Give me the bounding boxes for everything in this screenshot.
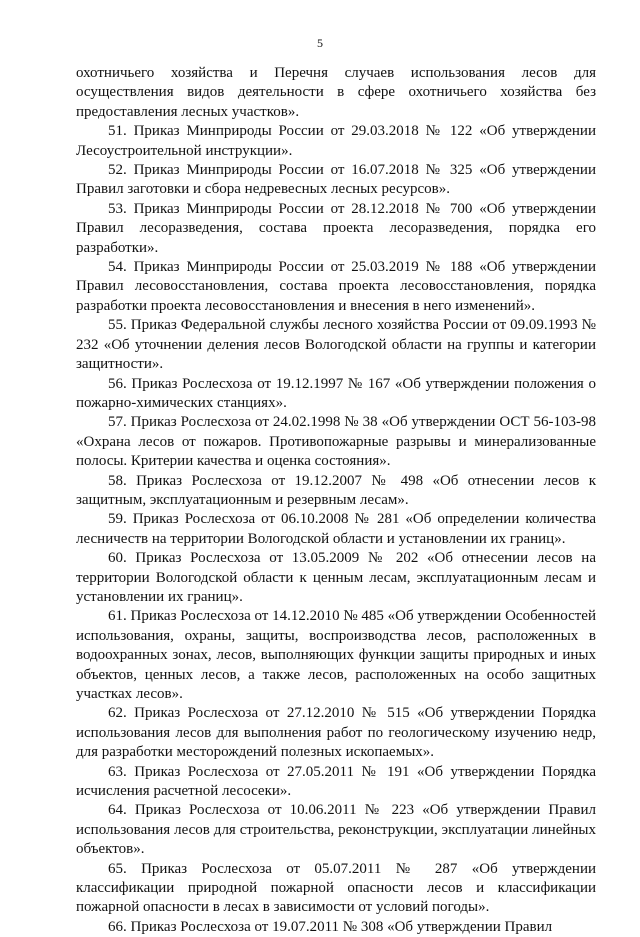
list-item-57: 57. Приказ Рослесхоза от 24.02.1998 № 38 «Об утверждении ОСТ 56-103-98 «Охрана лесов от пожаров. Противопожарные разрывы и минерализованные полосы. Критерии качества и оценка состояния».: [76, 414, 596, 470]
page-number: 5: [317, 36, 323, 50]
list-item-53: 53. Приказ Минприроды России от 28.12.2018 № 700 «Об утверждении Правил лесоразведения, состава проекта лесоразведения, порядка его разработки».: [76, 200, 596, 256]
list-item-63: 63. Приказ Рослесхоза от 27.05.2011 № 191 «Об утверждении Порядка исчисления расчетной лесосеки».: [76, 763, 596, 800]
list-item-60: 60. Приказ Рослесхоза от 13.05.2009 № 202 «Об отнесении лесов на территории Вологодской области к ценным лесам, эксплуатационным лесам и установлении их границ».: [76, 550, 596, 605]
list-item-56: 56. Приказ Рослесхоза от 19.12.1997 № 167 «Об утверждении положения о пожарно-химических станциях».: [76, 375, 596, 411]
list-item-59: 59. Приказ Рослесхоза от 06.10.2008 № 281 «Об определении количества лесничеств на территории Вологодской области и установлении их границ».: [76, 511, 596, 547]
list-item-58: 58. Приказ Рослесхоза от 19.12.2007 № 498 «Об отнесении лесов к защитным, эксплуатационным и резервным лесам».: [76, 472, 596, 508]
list-item-51: 51. Приказ Минприроды России от 29.03.2018 № 122 «Об утверждении Лесоустроительной инструкции».: [76, 123, 596, 159]
list-item-52: 52. Приказ Минприроды России от 16.07.2018 № 325 «Об утверждении Правил заготовки и сбора недревесных лесных ресурсов».: [76, 162, 596, 198]
list-item-65: 65. Приказ Рослесхоза от 05.07.2011 № 287 «Об утверждении классификации природной пожарной опасности лесов и классификации пожарной опасности в лесах в зависимости от условий погоды».: [76, 860, 596, 916]
list-item-66: 66. Приказ Рослесхоза от 19.07.2011 № 308 «Об утверждении Правил: [108, 918, 553, 935]
list-item-64: 64. Приказ Рослесхоза от 10.06.2011 № 223 «Об утверждении Правил использования лесов для строительства, реконструкции, эксплуатации линейных объектов».: [76, 802, 596, 858]
document-body: [76, 64, 596, 937]
list-item-55: 55. Приказ Федеральной службы лесного хозяйства России от 09.09.1993 № 232 «Об уточнении деления лесов Вологодской области на группы и категории защитности».: [76, 317, 596, 373]
paragraph-continuation: охотничьего хозяйства и Перечня случаев использования лесов для осуществления видов деятельности в сфере охотничьего хозяйства без предоставления лесных участков».: [76, 65, 596, 120]
list-item-62: 62. Приказ Рослесхоза от 27.12.2010 № 515 «Об утверждении Порядка использования лесов для выполнения работ по геологическому изучению недр, для разработки месторождений полезных ископаемых».: [76, 705, 596, 761]
list-item-61: 61. Приказ Рослесхоза от 14.12.2010 № 485 «Об утверждении Особенностей использования, охраны, защиты, воспроизводства лесов, расположенных в водоохранных зонах, лесов, выполняющих функции защиты природных и иных объектов, ценных лесов, а также лесов, расположенных на особо защитных участках лесов».: [76, 608, 596, 702]
list-item-54: 54. Приказ Минприроды России от 25.03.2019 № 188 «Об утверждении Правил лесовосстановления, состава проекта лесовосстановления, порядка разработки проекта лесовосстановления и внесения в него изменений».: [76, 259, 596, 314]
